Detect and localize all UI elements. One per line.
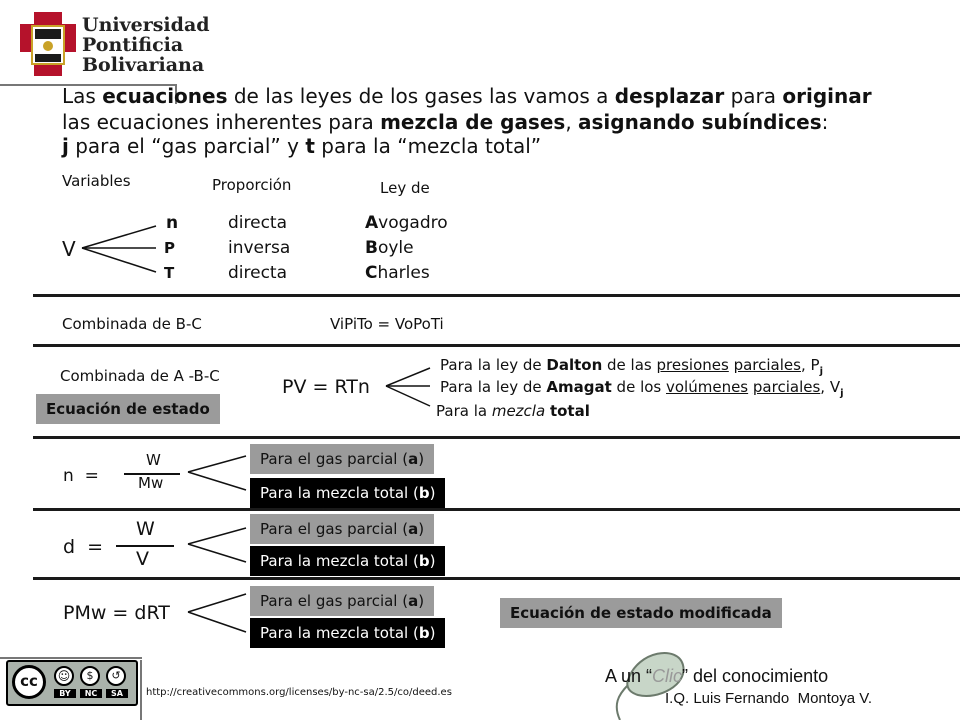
cc-license-badge[interactable] [6, 660, 138, 706]
ideal-gas-equation: PV = RTn [282, 376, 370, 398]
law-avogadro: Avogadro [365, 213, 448, 233]
law-charles: Charles [365, 263, 430, 283]
dalton-law: Para la ley de Dalton de las presiones parciales, $P_j$ [440, 356, 823, 377]
modified-state-tag: Ecuación de estado modificada [500, 598, 782, 628]
divider-3 [33, 436, 960, 439]
law-boyle: Boyle [365, 238, 414, 258]
combined-bc-equation: ViPiTo = VoPoTi [330, 315, 444, 333]
col-ley: Ley de [380, 179, 430, 197]
moles-numerator: W [146, 451, 161, 469]
intro-line-1: Las ecuaciones de las leyes de los gases las vamos a desplazar para originar [62, 84, 872, 108]
pmw-branch-lines [186, 590, 250, 636]
nc-icon: $ [80, 666, 100, 686]
density-partial-tag: Para el gas parcial (a) [250, 514, 434, 544]
intro-line-3: j para el “gas parcial” y t para la “mezcla total” [62, 134, 542, 158]
total-mixture: Para la mezcla total [436, 402, 590, 420]
cc-label-nc: NC [80, 689, 102, 698]
pmw-total-tag: Para la mezcla total (b) [250, 618, 445, 648]
university-name-3: Bolivariana [82, 54, 205, 76]
divider-1 [33, 294, 960, 297]
moles-branch-lines [186, 452, 250, 494]
author: I.Q. Luis Fernando Montoya V. [665, 690, 873, 707]
branch-lines [80, 222, 160, 278]
divider-2 [33, 344, 960, 347]
pmw-partial-tag: Para el gas parcial (a) [250, 586, 434, 616]
cc-icon: cc [12, 665, 46, 699]
slogan: A un “Clic” del conocimiento [605, 666, 829, 686]
col-variables: Variables [62, 172, 131, 190]
pmw-equation: PMw = dRT [63, 602, 170, 624]
density-branch-lines [186, 524, 250, 566]
intro-line-2: las ecuaciones inherentes para mezcla de gases, asignando subíndices: [62, 110, 829, 134]
var-p: P [164, 239, 175, 257]
col-proporcion: Proporción [212, 176, 292, 194]
by-icon: ☺ [54, 666, 74, 686]
prop-n: directa [228, 213, 288, 233]
var-n: n [166, 213, 179, 233]
sa-icon: ↺ [106, 666, 126, 686]
prop-t: directa [228, 263, 288, 283]
state-branch-lines [384, 364, 434, 410]
combined-abc-label: Combinada de A -B-C [60, 367, 220, 385]
license-url[interactable]: http://creativecommons.org/licenses/by-nc-sa/2.5/co/deed.es [146, 687, 452, 698]
amagat-law: Para la ley de Amagat de los volúmenes parciales, $V_j$ [440, 378, 844, 399]
divider-4 [33, 508, 960, 511]
main-variable: V [62, 237, 76, 261]
moles-denominator: Mw [138, 474, 164, 492]
university-logo [18, 10, 210, 78]
moles-total-tag: Para la mezcla total (b) [250, 478, 445, 508]
footer-rule-h [0, 657, 142, 659]
cc-label-sa: SA [106, 689, 128, 698]
density-numerator: W [136, 518, 155, 540]
cc-label-by: BY [54, 689, 76, 698]
moles-lhs: n = [63, 466, 99, 486]
state-equation-tag: Ecuación de estado [36, 394, 220, 424]
university-name-2: Pontificia [82, 34, 184, 56]
var-t: T [164, 264, 175, 282]
density-denominator: V [136, 548, 149, 570]
prop-p: inversa [228, 238, 291, 258]
footer-rule-v [140, 660, 142, 720]
university-name-1: Universidad [82, 14, 210, 36]
density-fraction-bar [116, 545, 174, 547]
moles-partial-tag: Para el gas parcial (a) [250, 444, 434, 474]
density-total-tag: Para la mezcla total (b) [250, 546, 445, 576]
crest-icon [20, 12, 76, 76]
density-lhs: d = [63, 536, 104, 558]
divider-5 [33, 577, 960, 580]
combined-bc-label: Combinada de B-C [62, 315, 202, 333]
